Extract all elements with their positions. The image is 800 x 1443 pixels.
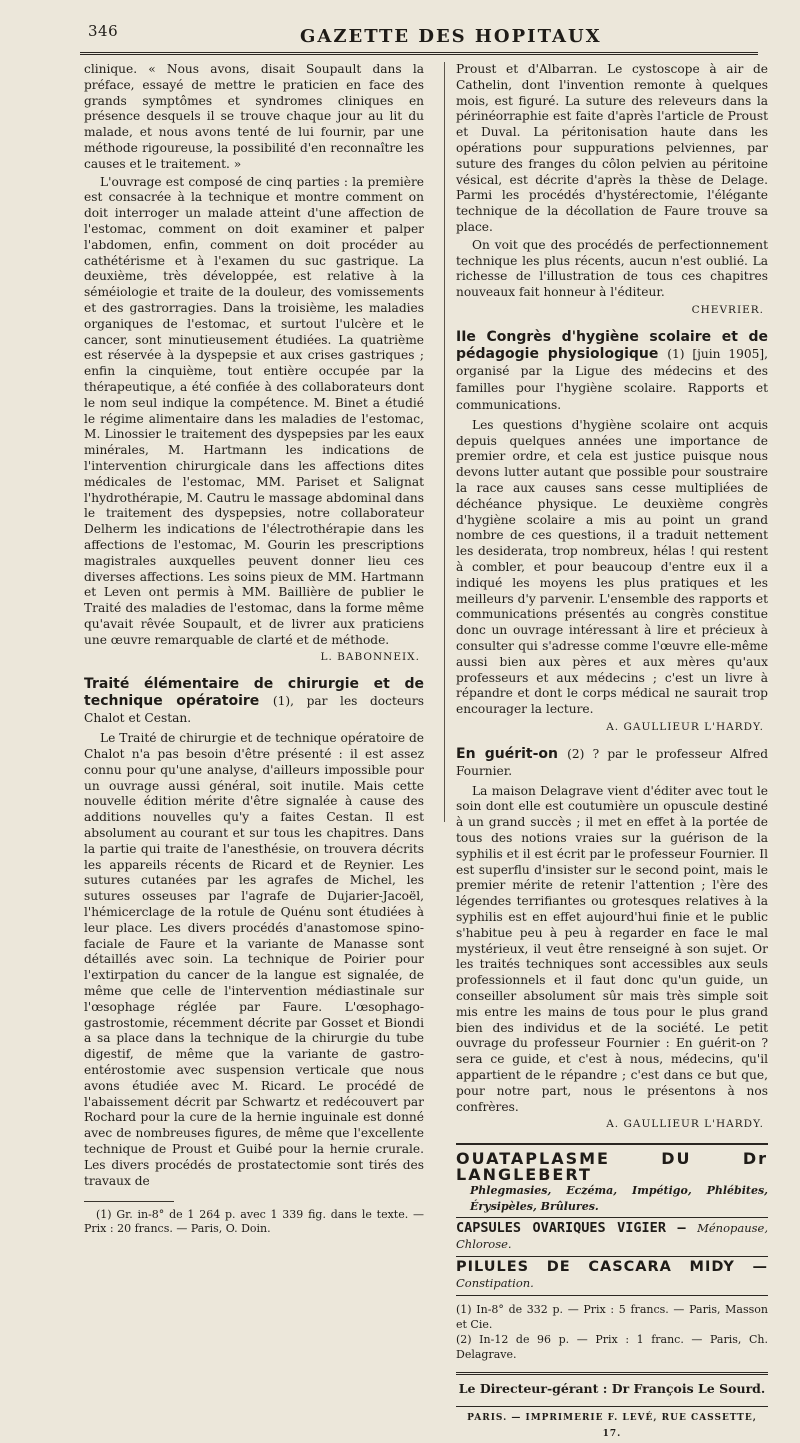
section-heading-congres <box>456 329 768 414</box>
ad-pilules <box>456 1260 768 1292</box>
heading-rest: (2) ? par le professeur Alfred Fournier. <box>456 746 768 778</box>
imprimerie: PARIS. — IMPRIMERIE F. LEVÉ, RUE CASSETTE, 17. <box>456 1406 768 1443</box>
review-paragraph: clinique. « Nous avons, disait Soupault dans la préface, essayé de mettre le praticien en face des grands symptômes et syndromes cliniques en présence desquels il se trouve chaque jour au lit du malade, et nous avons tenté de lui fournir, par une méthode rigoureuse, la possibilité d'en reconnaître les causes et le traitement. » <box>84 62 424 171</box>
running-title: GAZETTE DES HOPITAUX <box>300 26 602 47</box>
footnotes <box>456 1302 768 1362</box>
ad-capsules-title: CAPSULES OVARIQUES VIGIER — <box>456 1220 686 1237</box>
ad-ouataplasme: OUATAPLASME DU Dr LANGLEBERT <box>456 1149 768 1185</box>
heading-rest: (1), par les docteurs Chalot et Cestan. <box>84 694 424 726</box>
ad-rule <box>456 1295 768 1296</box>
footnote: (1) In-8° de 332 p. — Prix : 5 francs. — Paris, Masson et Cie. <box>456 1302 768 1331</box>
page-number: 346 <box>88 22 119 40</box>
column-divider <box>444 62 445 822</box>
section-heading-traite <box>84 676 424 727</box>
review-paragraph: L'ouvrage est composé de cinq parties : la première est consacrée à la technique et montre comment on doit interroger un malade atteint d'une affection de l'estomac, comment on doit examiner et palper l'abdomen, enfin, comment on doit procéder au cathétérisme et à l'examen du suc gastrique. La deuxième, très développée, est relative à la séméiologie et traite de la douleur, des vomissements et des gastrorragies. Dans la troisième, les maladies organiques de l'estomac, et surtout l'ulcère et le cancer, sont minutieusement étudiées. La quatrième est réservée à la dyspepsie et aux crises gastriques ; enfin la cinquième, tout entière occupée par la thérapeutique, a été confiée à des collaborateurs dont le nom seul indique la compétence. M. Binet a étudié le régime alimentaire dans les maladies de l'estomac, M. Linossier le traitement des dyspepsies par les eaux minérales, M. Hartmann les indications de l'intervention chirurgicale dans les affections dites médicales de l'estomac, MM. Pariset et Salignat l'hydrothérapie, M. Cautru le massage abdominal dans le traitement des dyspepsies, notre collaborateur Delherm les indications de l'électrothérapie dans les affections de l'estomac, M. Gourin les prescriptions magistrales auxquelles peuvent donner lieu ces diverses affections. Les soins pieux de MM. Hartmann et Leven ont permis à MM. Baillière de publier le Traité des maladies de l'estomac, dans la forme même qu'avait rêvée Soupault, et de livrer aux praticiens une œuvre remarquable de clarté et de méthode. <box>84 174 424 647</box>
review-paragraph: Le Traité de chirurgie et de technique opératoire de Chalot n'a pas besoin d'être présenté : il est assez connu pour qu'une analyse, d'ailleurs impossible pour un ouvrage aussi général, soit inutile. Mais cette nouvelle édition mérite d'être signalée à cause des additions nouvelles qu'y a faites Cestan. Il est absolument au courant et sur tous les chapitres. Dans la partie qui traite de l'anesthésie, on trouvera décrits les appareils récents de Ricard et de Reynier. Les sutures cutanées par les agrafes de Michel, les sutures osseuses par l'agrafe de Dujarier-Jacoël, l'hémicerclage de la rotule de Quénu sont étudiées à leur place. Les divers procédés d'anastomose spino-faciale de Faure et la variante de Manasse sont détaillés avec soin. La technique de Poirier pour l'extirpation du cancer de la langue est signalée, de même que celle de l'intervention médiastinale sur l'œsophage réglée par Faure. L'œsophago-gastrostomie, récemment décrite par Gosset et Biondi a sa place dans la technique de la chirurgie du tube digestif, de même que la variante de gastro-entérostomie avec suspension verticale que nous avons étudiée avec M. Ricard. Le procédé de l'abaissement décrit par Schwartz et redécouvert par Rochard pour la cure de la hernie inguinale est donné avec de nombreuses figures, de même que l'excellente technique de Proust et Guibé pour la hernie crurale. Les divers procédés de prostatectomie sont tirés des travaux de <box>84 731 424 1188</box>
signature: A. GAULLIEUR L'HARDY. <box>606 1118 764 1131</box>
review-paragraph: On voit que des procédés de perfectionnement technique les plus récents, aucun n'est oublié. La richesse de l'illustration de tous ces chapitres nouveaux fait honneur à l'éditeur. <box>456 237 768 300</box>
left-column <box>84 62 424 1236</box>
signature: A. GAULLIEUR L'HARDY. <box>606 720 764 733</box>
signature: CHEVRIER. <box>691 303 764 316</box>
ad-capsules-sub: Ménopause, Chlorose. <box>456 1221 768 1252</box>
heading-title: IIe Congrès d'hygiène scolaire et de pédagogie physiologique <box>456 328 768 362</box>
review-paragraph: La maison Delagrave vient d'éditer avec tout le soin dont elle est coutumière un opuscule destiné à un grand succès ; il met en effet à la portée de tous des notions vraies sur la guérison de la syphilis et il est écrit par le professeur Fournier. Il est superflu d'insister sur le second point, mais le premier mérite de retenir l'attention ; l'ère des légendes terrifiantes ou grotesques relatives à la syphilis est en effet aujourd'hui finie et le public s'habitue peu à peu à regarder en face le mal mystérieux, il veut être renseigné à son sujet. Or les traités techniques sont accessibles aux seuls professionnels et il faut donc qu'un guide, un conseiller absolument sûr mais très simple soit mis entre les mains de tous pour le plus grand bien des individus et de la société. Le petit ouvrage du professeur Fournier : En guérit-on ? sera ce guide, et c'est à nous, médecins, qu'il appartient de le répandre ; c'est dans ce but que, pour notre part, nous le présentons à nos confrères. <box>456 783 768 1114</box>
section-heading-gueri <box>456 746 768 780</box>
review-paragraph: Proust et d'Albarran. Le cystoscope à air de Cathelin, dont l'invention remonte à quelques mois, est figuré. La suture des releveurs dans la périnéorraphie est faite d'après l'article de Proust et Duval. La péritonisation haute dans les opérations pour suppurations pelviennes, par suture des franges du côlon pelvien au péritoine vésical, est décrite d'après la thèse de Delage. Parmi les procédés d'hystérectomie, l'élégante technique de la décollation de Faure trouve sa place. <box>456 62 768 234</box>
heading-title: Traité élémentaire de chirurgie et de technique opératoire <box>84 676 424 710</box>
directeur-gerant: Le Directeur-gérant : Dr François Le Sourd. <box>456 1372 768 1397</box>
review-paragraph: Les questions d'hygiène scolaire ont acquis depuis quelques années une importance de premier ordre, et cela est justice puisque nous devons lutter autant que possible pour soustraire la race aux causes sans cesse multipliées de déchéance physique. Le deuxième congrès d'hygiène scolaire a mis au point un grand nombre de ces questions, il a traduit nettement les desiderata, trop nombreux, hélas ! qui restent à combler, et pour beaucoup d'entre eux il a indiqué les moyens les plus pratiques et les meilleurs d'y parvenir. L'ensemble des rapports et communications présentés au congrès constitue donc un ouvrage intéressant à lire et précieux à consulter qui s'adresse comme l'œuvre elle-même aussi bien aux pères et aux mères qu'aux professeurs et aux médecins ; c'est un livre à répandre et dont le corps médical ne saurait trop encourager la lecture. <box>456 417 768 717</box>
ad-rule <box>456 1217 768 1218</box>
ad-ouataplasme-sub: Phlegmasies, Eczéma, Impétigo, Phlébites, Érysipèles, Brûlures. <box>470 1183 768 1213</box>
ad-pilules-title: PILULES DE CASCARA MIDY — <box>456 1259 768 1275</box>
ad-capsules <box>456 1221 768 1253</box>
heading-title: En guérit-on <box>456 745 558 762</box>
ad-pilules-sub: Constipation. <box>456 1275 534 1290</box>
header-rule <box>80 52 758 58</box>
heading-rest: (1) [juin 1905], organisé par la Ligue des médecins et des familles pour l'hygiène scolaire. Rapports et communications. <box>456 346 768 412</box>
ad-rule <box>456 1256 768 1257</box>
right-column <box>456 62 768 1443</box>
footnote: (2) In-12 de 96 p. — Prix : 1 franc. — Paris, Ch. Delagrave. <box>456 1332 768 1361</box>
footnote-rule <box>84 1201 174 1202</box>
signature: L. BABONNEIX. <box>320 651 420 664</box>
footnote: (1) Gr. in-8° de 1 264 p. avec 1 339 fig. dans le texte. — Prix : 20 francs. — Paris, O. Doin. <box>84 1208 424 1236</box>
advertisements <box>456 1143 768 1295</box>
